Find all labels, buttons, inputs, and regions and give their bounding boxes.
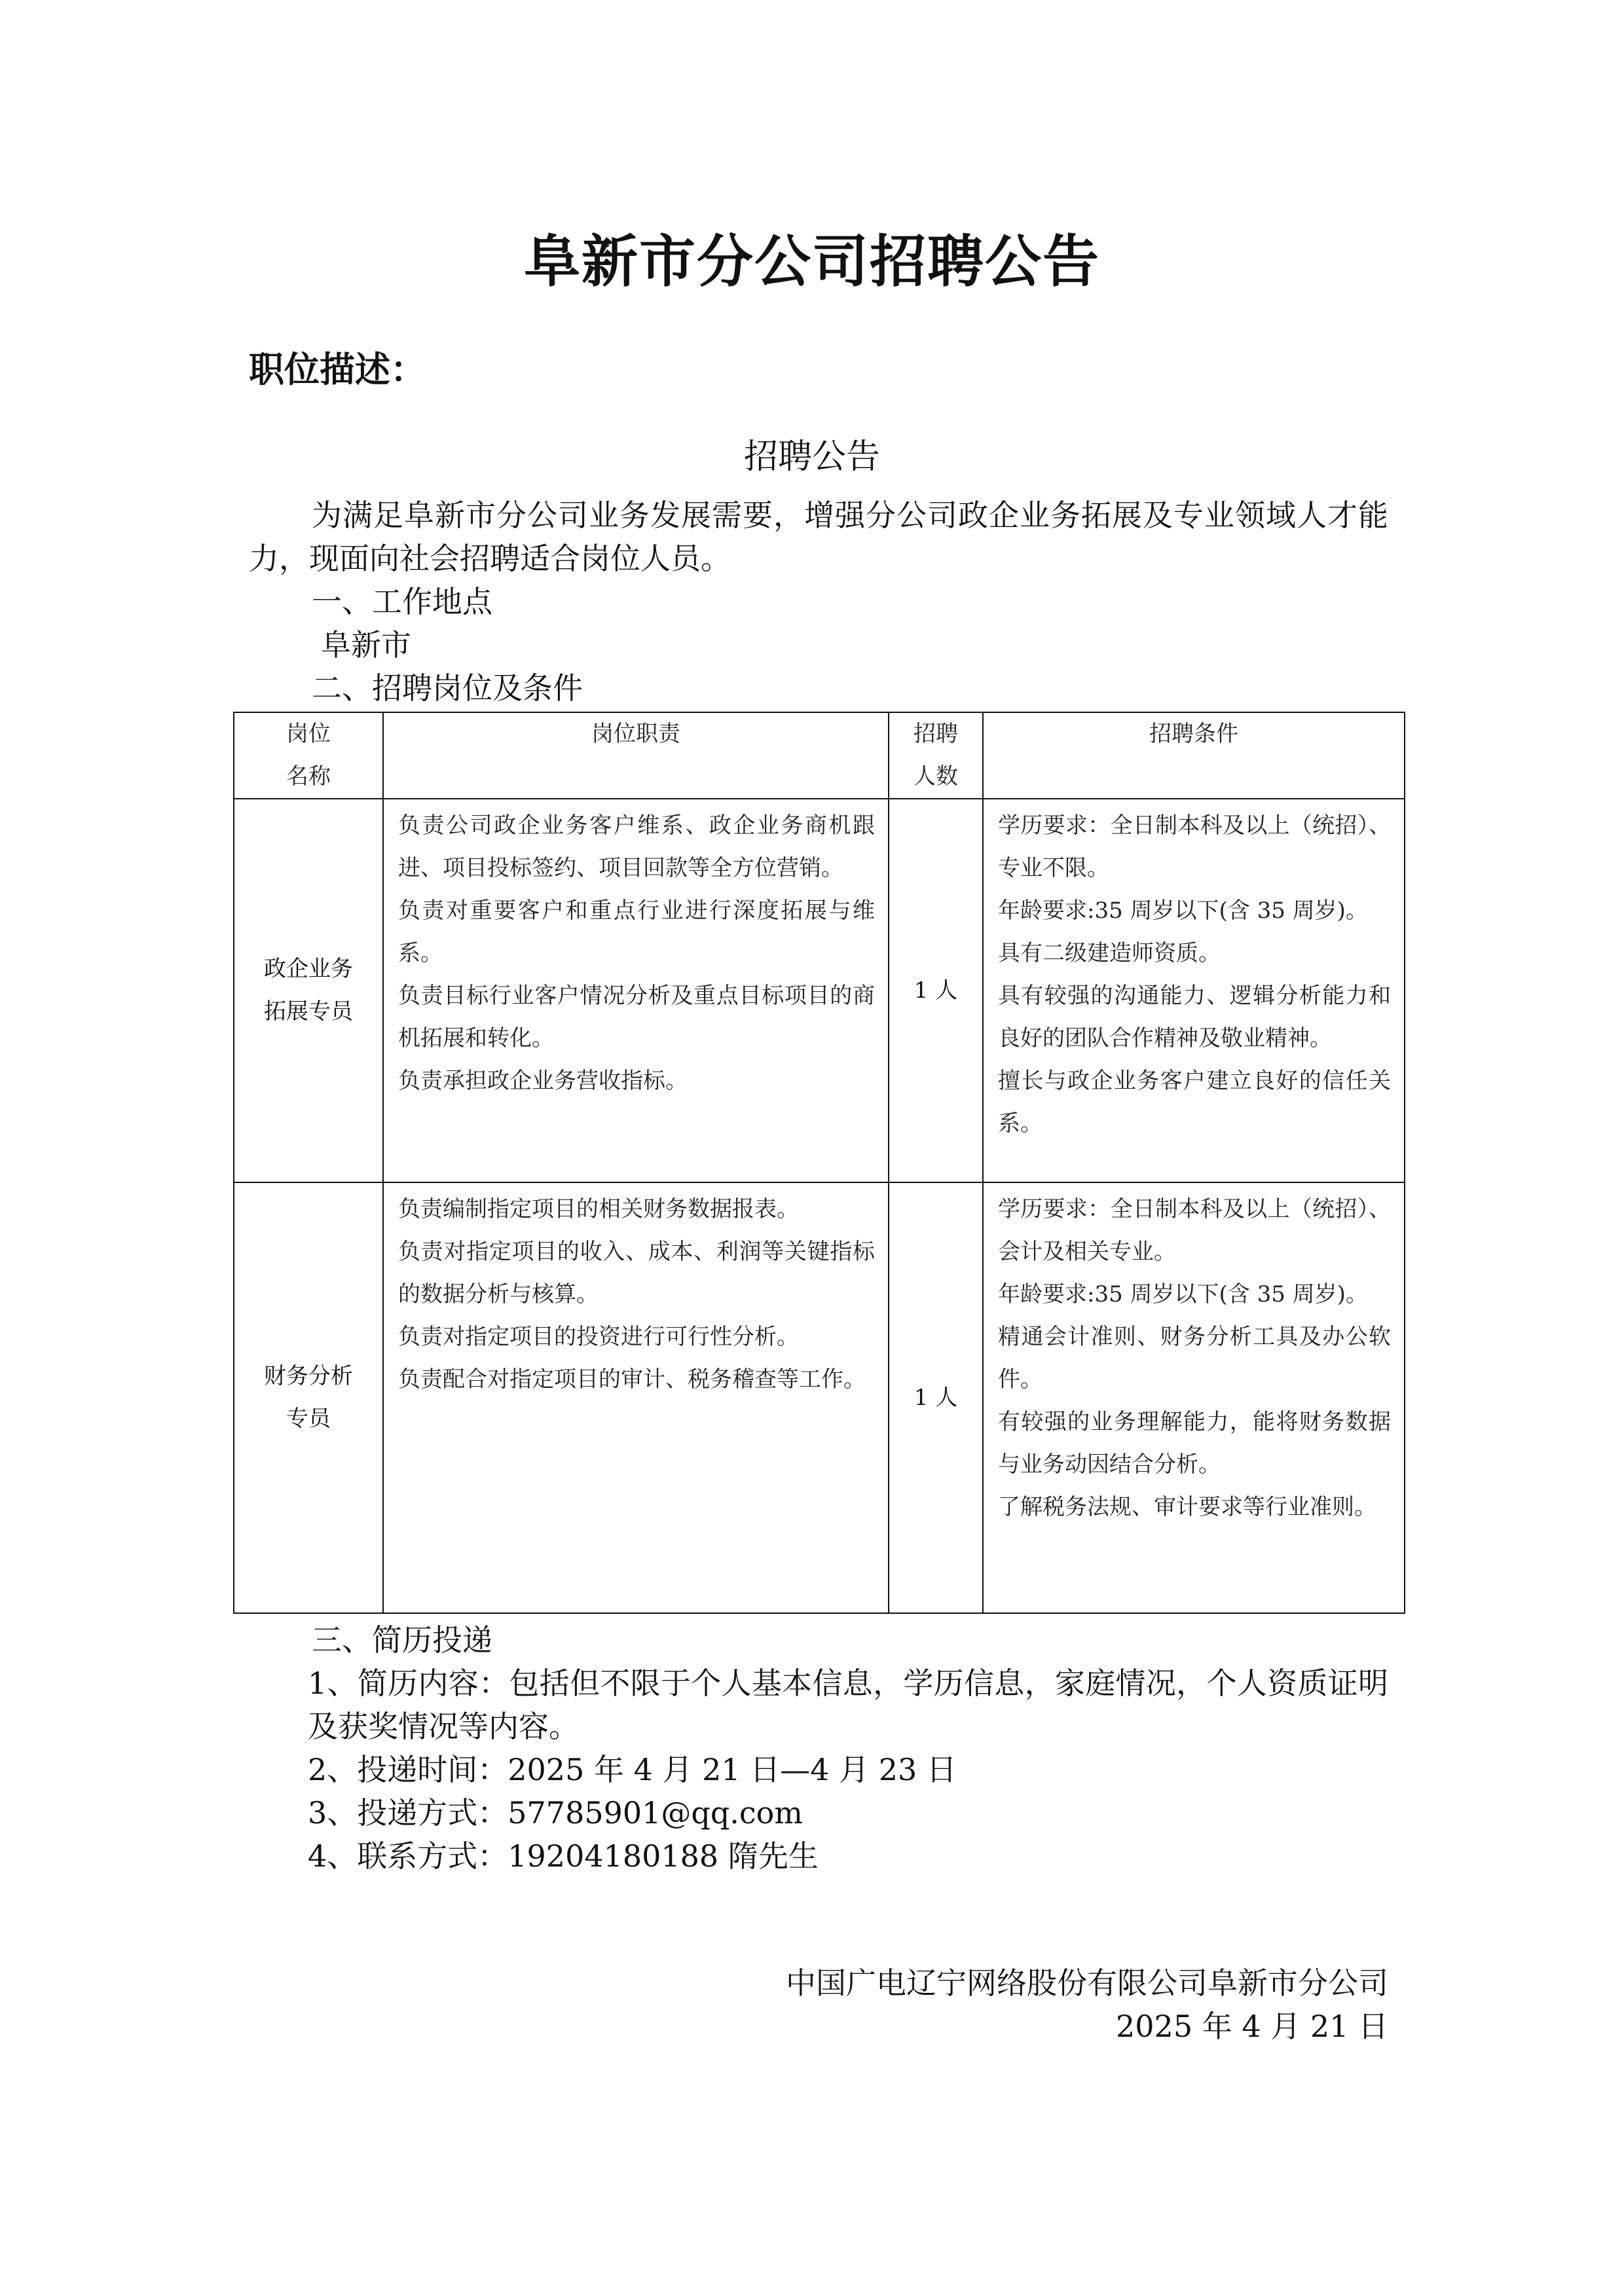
table-header-row	[234, 712, 1405, 799]
duties-cell	[383, 1182, 889, 1613]
requirement-item: 学历要求：全日制本科及以上（统招）、会计及相关专业。	[998, 1196, 1391, 1265]
header-requirements-label: 招聘条件	[1149, 721, 1238, 747]
notice-title: 招聘公告	[743, 437, 880, 477]
header-duties	[383, 712, 889, 799]
position-name-cell	[234, 799, 383, 1182]
count-value: 1 人	[913, 977, 958, 1004]
requirement-item: 年龄要求:35 周岁以下(含 35 周岁)。	[998, 898, 1368, 924]
intro-paragraph: 为满足阜新市分公司业务发展需要，增强分公司政企业务拓展及专业领域人才能力，现面向社会招聘适合岗位人员。	[249, 498, 1388, 576]
count-cell	[889, 1182, 983, 1613]
resume-item: 4、联系方式：19204180188 隋先生	[308, 1838, 819, 1874]
table-row	[234, 1182, 1405, 1613]
header-position-line1: 岗位	[286, 721, 331, 747]
resume-item: 1、简历内容：包括但不限于个人基本信息，学历信息，家庭情况，个人资质证明及获奖情况等内容。	[308, 1666, 1388, 1744]
duty-item: 负责承担政企业务营收指标。	[398, 1068, 688, 1094]
requirements-cell	[983, 799, 1405, 1182]
positions-table	[233, 712, 1405, 1614]
duty-item: 负责配合对指定项目的审计、税务稽查等工作。	[398, 1366, 866, 1393]
count-cell	[889, 799, 983, 1182]
resume-item: 3、投递方式：57785901@qq.com	[308, 1795, 803, 1831]
footer-date: 2025 年 4 月 21 日	[1116, 2009, 1388, 2044]
requirement-item: 了解税务法规、审计要求等行业准则。	[998, 1494, 1376, 1520]
requirement-item: 年龄要求:35 周岁以下(含 35 周岁)。	[998, 1281, 1368, 1307]
duty-item: 负责目标行业客户情况分析及重点目标项目的商机拓展和转化。	[398, 983, 875, 1051]
requirement-item: 学历要求：全日制本科及以上（统招）、专业不限。	[998, 812, 1391, 881]
position-name-cell	[234, 1182, 383, 1613]
requirement-item: 有较强的业务理解能力，能将财务数据与业务动因结合分析。	[998, 1409, 1391, 1478]
requirement-item: 具有较强的沟通能力、逻辑分析能力和良好的团队合作精神及敬业精神。	[998, 983, 1391, 1051]
header-requirements	[983, 712, 1405, 799]
header-count-line1: 招聘	[913, 721, 958, 747]
position-name-line2: 拓展专员	[264, 998, 353, 1025]
location-value: 阜新市	[321, 627, 411, 663]
position-name-line1: 政企业务	[264, 956, 353, 982]
duty-item: 负责对指定项目的投资进行可行性分析。	[398, 1324, 799, 1350]
table-row	[234, 799, 1405, 1182]
requirements-cell	[983, 1182, 1405, 1613]
positions-heading: 二、招聘岗位及条件	[312, 670, 583, 706]
header-position-name	[234, 712, 383, 799]
duties-cell	[383, 799, 889, 1182]
position-name-line1: 财务分析	[264, 1363, 353, 1389]
header-count-line2: 人数	[913, 763, 958, 790]
header-count	[889, 712, 983, 799]
duty-item: 负责对重要客户和重点行业进行深度拓展与维系。	[398, 898, 875, 966]
footer-company: 中国广电辽宁网络股份有限公司阜新市分公司	[786, 1965, 1388, 2001]
count-value: 1 人	[913, 1384, 958, 1411]
duty-item: 负责对指定项目的收入、成本、利润等关键指标的数据分析与核算。	[398, 1239, 875, 1307]
header-duties-label: 岗位职责	[591, 721, 680, 747]
duty-item: 负责公司政企业务客户维系、政企业务商机跟进、项目投标签约、项目回款等全方位营销。	[398, 812, 875, 881]
location-heading: 一、工作地点	[312, 584, 492, 619]
requirement-item: 具有二级建造师资质。	[998, 940, 1221, 966]
resume-item: 2、投递时间：2025 年 4 月 21 日—4 月 23 日	[308, 1752, 957, 1787]
page-title: 阜新市分公司招聘公告	[524, 229, 1100, 295]
resume-heading: 三、简历投递	[312, 1622, 492, 1658]
section-label: 职位描述：	[249, 349, 426, 390]
header-position-line2: 名称	[286, 763, 331, 790]
duty-item: 负责编制指定项目的相关财务数据报表。	[398, 1196, 799, 1222]
requirement-item: 擅长与政企业务客户建立良好的信任关系。	[998, 1068, 1391, 1137]
requirement-item: 精通会计准则、财务分析工具及办公软件。	[998, 1324, 1391, 1393]
position-name-line2: 专员	[286, 1406, 331, 1432]
